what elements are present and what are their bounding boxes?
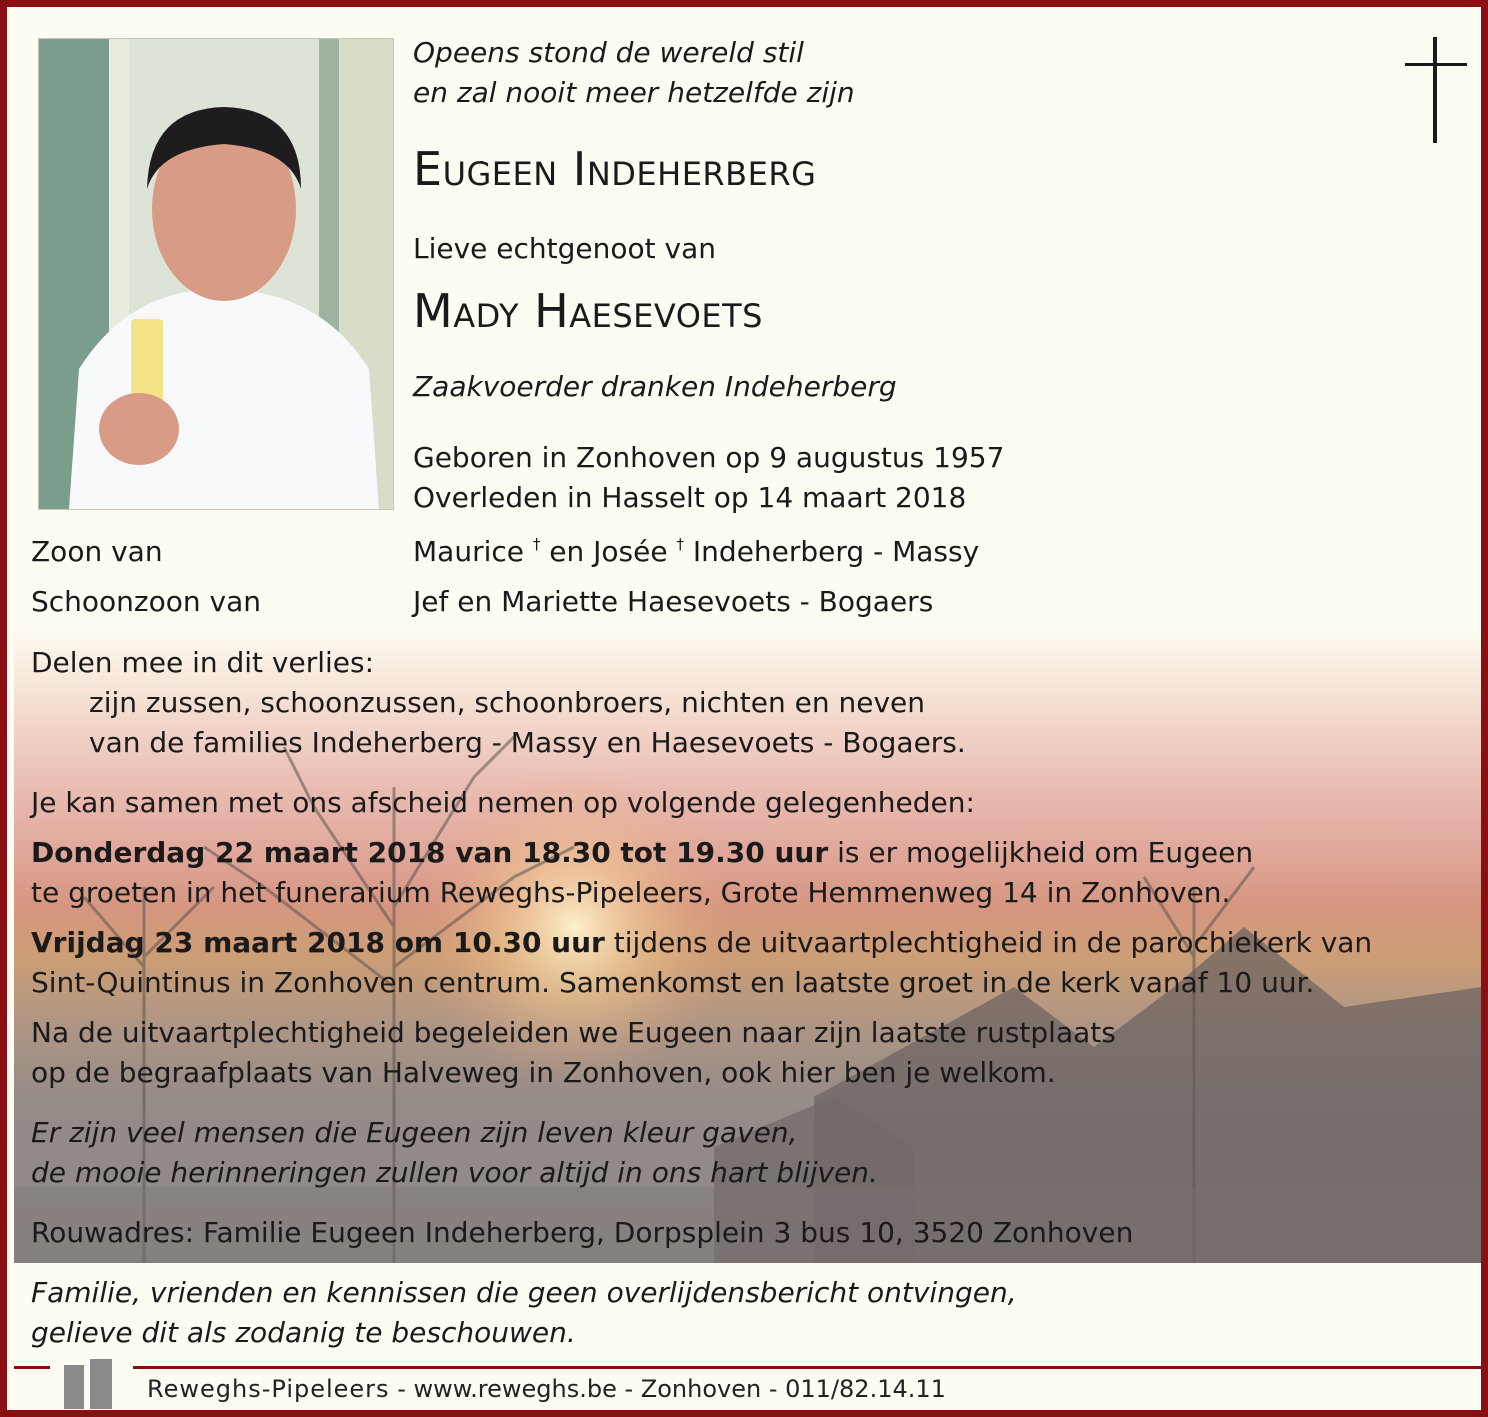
closing-quote-line2: de mooie herinneringen zullen voor altijd in ons hart blijven. <box>31 1156 878 1189</box>
mourners-line1: zijn zussen, schoonzussen, schoonbroers, nichten en neven <box>89 686 925 719</box>
death-line: Overleden in Hasselt op 14 maart 2018 <box>413 481 967 514</box>
notice-line1: Familie, vrienden en kennissen die geen overlijdensbericht ontvingen, <box>31 1276 1017 1309</box>
funeral-line2: Sint-Quintinus in Zonhoven centrum. Samenkomst en laatste groet in de kerk vanaf 10 uur. <box>31 966 1315 999</box>
son-in-law-label: Schoonzoon van <box>31 585 262 618</box>
hand <box>99 393 179 465</box>
funeral-line1 <box>31 923 1372 963</box>
birth-line: Geboren in Zonhoven op 9 augustus 1957 <box>413 441 1005 474</box>
mourning-address: Rouwadres: Familie Eugeen Indeherberg, Dorpsplein 3 bus 10, 3520 Zonhoven <box>31 1216 1134 1249</box>
funeral-home-contact: - www.reweghs.be - Zonhoven - 011/82.14.11 <box>397 1375 946 1403</box>
mother-name: en Josée <box>549 535 668 568</box>
closing-quote-line1: Er zijn veel mensen die Eugeen zijn leven kleur gaven, <box>31 1116 798 1149</box>
burial-line2: op de begraafplaats van Halveweg in Zonhoven, ook hier ben je welkom. <box>31 1056 1056 1089</box>
funeral-home-name: Reweghs-Pipeleers <box>147 1375 390 1403</box>
footer-divider <box>133 1366 1483 1369</box>
deceased-mark: † <box>532 535 541 553</box>
spouse-intro: Lieve echtgenoot van <box>413 232 717 265</box>
opening-quote-line2: en zal nooit meer hetzelfde zijn <box>413 76 855 109</box>
visit-line1 <box>31 833 1253 873</box>
mourners-intro: Delen mee in dit verlies: <box>31 646 375 679</box>
notice-line2: gelieve dit als zodanig te beschouwen. <box>31 1316 576 1349</box>
funeral-text: tijdens de uitvaartplechtigheid in de parochiekerk van <box>613 926 1373 959</box>
footer-info <box>147 1373 946 1405</box>
funeral-date: Vrijdag 23 maart 2018 om 10.30 uur <box>31 926 605 959</box>
mourners-line2: van de families Indeherberg - Massy en Haesevoets - Bogaers. <box>89 726 966 759</box>
spouse-name: Mady Haesevoets <box>413 284 763 338</box>
son-of-label: Zoon van <box>31 535 163 568</box>
visit-line2: te groeten in het funerarium Reweghs-Pipeleers, Grote Hemmenweg 14 in Zonhoven. <box>31 876 1231 909</box>
visit-text: is er mogelijkheid om Eugeen <box>837 836 1254 869</box>
burial-line1: Na de uitvaartplechtigheid begeleiden we Eugeen naar zijn laatste rustplaats <box>31 1016 1116 1049</box>
deceased-portrait <box>38 38 394 510</box>
portrait-photo <box>39 39 393 509</box>
deceased-mark: † <box>676 535 685 553</box>
deceased-name: Eugeen Indeherberg <box>413 142 817 196</box>
occupation: Zaakvoerder dranken Indeherberg <box>413 370 897 403</box>
parents-line <box>413 532 979 572</box>
events-intro: Je kan samen met ons afscheid nemen op volgende gelegenheden: <box>31 786 975 819</box>
footer-divider-left <box>14 1366 50 1369</box>
cross-icon <box>1405 37 1467 143</box>
funeral-home-logo-icon <box>64 1359 120 1409</box>
father-name: Maurice <box>413 535 524 568</box>
opening-quote-line1: Opeens stond de wereld stil <box>413 36 804 69</box>
in-laws-line: Jef en Mariette Haesevoets - Bogaers <box>413 585 934 618</box>
visit-date: Donderdag 22 maart 2018 van 18.30 tot 19.30 uur <box>31 836 829 869</box>
parents-surnames: Indeherberg - Massy <box>692 535 980 568</box>
